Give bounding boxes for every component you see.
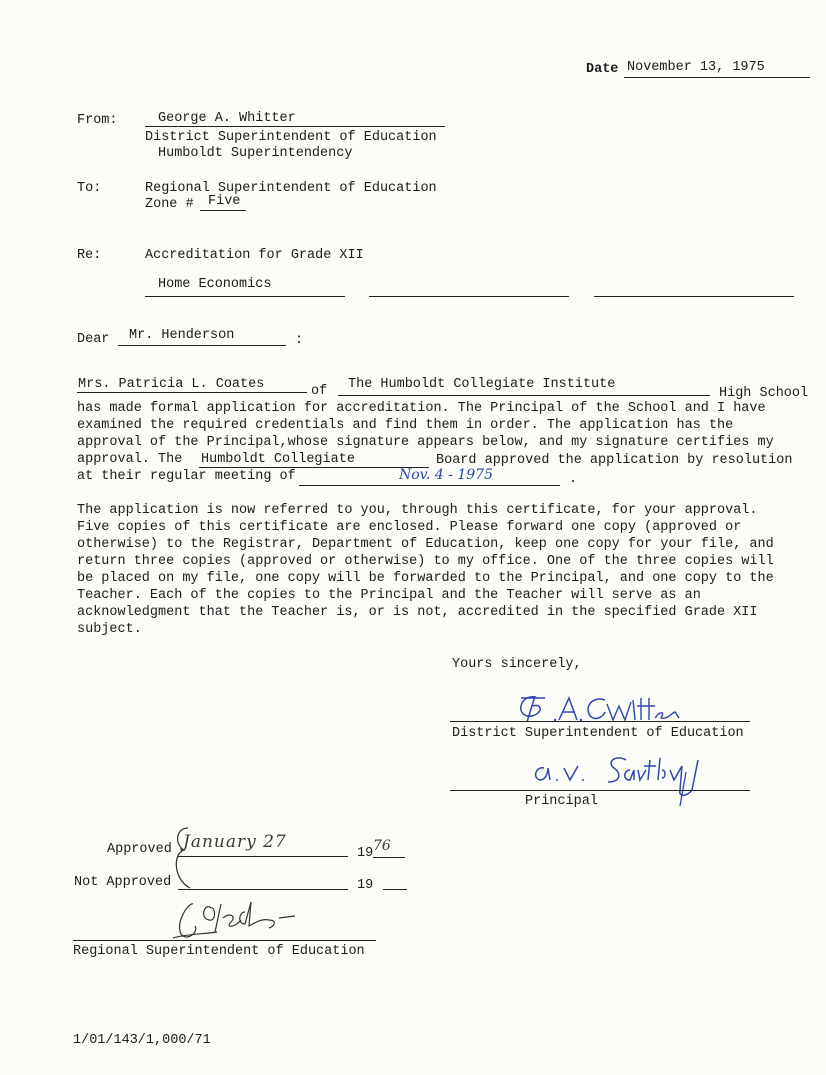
to-title: Regional Superintendent of Education [145,181,437,196]
para2-line-8: subject. [77,622,142,637]
regional-caption: Regional Superintendent of Education [73,944,365,959]
re-subject: Accreditation for Grade XII [145,248,364,263]
salutation-underline [118,345,286,346]
date-value: November 13, 1975 [627,60,765,75]
meeting-date: Nov. 4 - 1975 [399,467,493,483]
from-label: From: [77,113,118,128]
meeting-date-underline [299,485,560,486]
app-line-3: examined the required credentials and find them in order. The application has the [77,418,734,433]
zone-underline [200,210,246,211]
approved-date-line [178,856,348,857]
district-signature-line [450,721,750,722]
app-line-6a: at their regular meeting of [77,469,296,484]
regional-signature [165,898,315,944]
principal-caption: Principal [525,794,598,809]
from-name: George A. Whitter [158,111,296,126]
board-underline [199,467,429,468]
teacher-name: Mrs. Patricia L. Coates [78,377,265,392]
from-name-underline [145,126,445,127]
app-line-2: has made formal application for accreditation. The Principal of the School and I have [77,401,766,416]
from-office: Humboldt Superintendency [158,146,353,161]
zone-label: Zone # [145,197,194,212]
regional-signature-line [73,940,376,941]
app-line-4: approval of the Principal,whose signature appears below, and my signature certifies my [77,435,774,450]
school-type: High School [719,386,809,401]
approved-bracket [168,824,198,894]
from-title: District Superintendent of Education [145,130,437,145]
school-name: The Humboldt Collegiate Institute [348,377,616,392]
app-line-5a: approval. The [77,452,183,467]
approved-date: January 27 [183,832,287,852]
principal-signature-line [450,790,750,791]
district-caption: District Superintendent of Education [452,726,744,741]
para2-line-6: Teacher. Each of the copies to the Principal and the Teacher will serve as an [77,588,701,603]
teacher-underline [77,392,307,393]
salutation-colon: : [295,333,304,348]
not-approved-label: Not Approved [74,875,172,890]
para2-line-3: otherwise) to the Registrar, Department of Education, keep one copy for your file, and [77,537,774,552]
to-label: To: [77,181,102,196]
approved-year-prefix: 19 [357,846,374,861]
app-line-5b: Board approved the application by resolution [436,453,793,468]
salutation-label: Dear [77,332,110,347]
para2-line-2: Five copies of this certificate are enclosed. Please forward one copy (approved or [77,520,742,535]
salutation-name: Mr. Henderson [129,328,235,343]
para2-line-5: be placed on my file, one copy will be forwarded to the Principal, and one copy to the [77,571,774,586]
re-course: Home Economics [158,277,272,292]
school-underline [338,395,710,396]
app-line-6b: . [569,472,578,487]
approved-year-line [373,857,405,858]
re-label: Re: [77,248,102,263]
board-name: Humboldt Collegiate [201,452,355,467]
closing: Yours sincerely, [452,657,582,672]
not-approved-date-line [178,889,348,890]
date-label: Date [586,62,619,77]
approved-label: Approved [107,842,172,857]
course-line-2 [369,296,569,297]
para2-line-1: The application is now referred to you, through this certificate, for your approval. [77,503,758,518]
approved-year: 76 [373,838,391,854]
para2-line-7: acknowledgment that the Teacher is, or is not, accredited in the specified Grade XII [77,605,758,620]
para2-line-4: return three copies (approved or otherwise) to my office. One of the three copies will [77,554,774,569]
of-word: of [311,384,328,399]
zone-value: Five [208,194,241,209]
not-approved-year-line [383,889,407,890]
course-line-3 [594,296,794,297]
date-underline [624,77,810,78]
form-number: 1/01/143/1,000/71 [73,1033,211,1048]
not-approved-year-prefix: 19 [357,878,374,893]
course-line-1 [145,296,345,297]
